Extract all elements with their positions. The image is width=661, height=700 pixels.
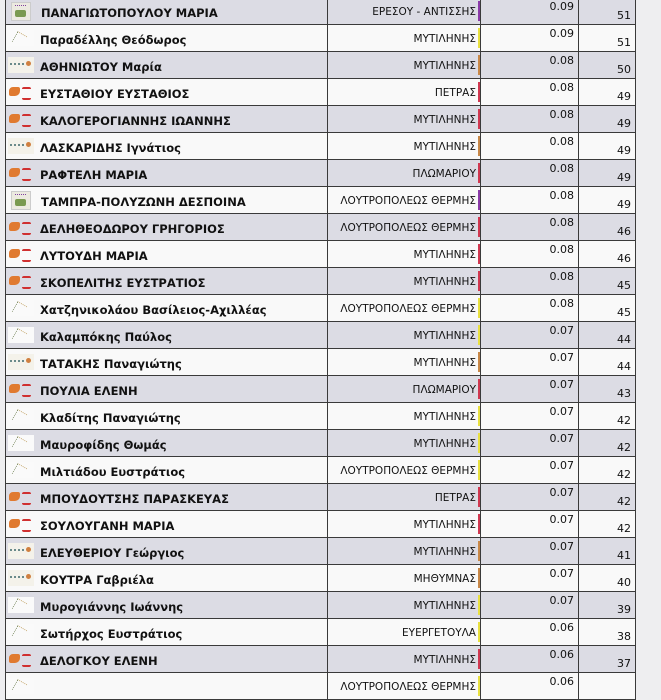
vote-share: 0.07 (481, 484, 579, 511)
party-logo-hand-icon (8, 219, 34, 235)
party-logo-text-icon (8, 543, 34, 559)
candidates-table (5, 0, 636, 700)
district-name: ΜΥΤΙΛΗΝΗΣ (413, 411, 476, 423)
district-cell (328, 0, 481, 25)
candidate-name[interactable]: ΕΥΣΤΑΘΙΟΥ ΕΥΣΤΑΘΙΟΣ (40, 87, 190, 101)
party-logo-dotted-icon (8, 30, 34, 46)
party-logo-dotted-icon (8, 624, 34, 640)
party-color-bar (478, 271, 480, 291)
party-logo-dotted-icon (8, 408, 34, 424)
party-logo-hand-icon (8, 516, 34, 532)
party-logo-text-icon (8, 138, 34, 154)
district-name: ΜΥΤΙΛΗΝΗΣ (413, 546, 476, 558)
district-name: ΠΕΤΡΑΣ (434, 87, 476, 99)
table-row (6, 52, 636, 79)
vote-share: 0.08 (481, 295, 579, 322)
name-cell (6, 25, 328, 52)
district-cell (328, 511, 481, 538)
table-row (6, 484, 636, 511)
table-row (6, 268, 636, 295)
name-cell (6, 430, 328, 457)
name-cell (6, 106, 328, 133)
party-color-bar (478, 1, 480, 21)
vote-count: 46 (579, 241, 636, 268)
candidate-name[interactable]: Μυρογιάννης Ιωάννης (40, 600, 184, 614)
district-name: ΕΡΕΣΟΥ - ΑΝΤΙΣΣΗΣ (372, 6, 476, 18)
party-color-bar (478, 190, 480, 210)
vote-share: 0.08 (481, 106, 579, 133)
candidate-name[interactable]: ΔΕΛΗΘΕΟΔΩΡΟΥ ΓΡΗΓΟΡΙΟΣ (40, 222, 225, 236)
district-name: ΜΥΤΙΛΗΝΗΣ (413, 141, 476, 153)
district-name: ΠΛΩΜΑΡΙΟΥ (412, 384, 476, 396)
candidate-name[interactable]: ΣΚΟΠΕΛΙΤΗΣ ΕΥΣΤΡΑΤΙΟΣ (40, 276, 206, 290)
district-cell (328, 187, 481, 214)
party-logo-purple-icon (11, 2, 31, 21)
vote-count: 50 (579, 52, 636, 79)
party-logo-text-icon (8, 570, 34, 586)
vote-count: 44 (579, 322, 636, 349)
party-color-bar (478, 487, 480, 507)
vote-share: 0.09 (481, 25, 579, 52)
candidate-name[interactable]: ΔΕΛΟΓΚΟΥ ΕΛΕΝΗ (40, 654, 158, 668)
name-cell (6, 646, 328, 673)
name-cell (6, 538, 328, 565)
table-row (6, 214, 636, 241)
vote-share: 0.06 (481, 673, 579, 700)
name-cell (6, 0, 328, 25)
table-row (6, 241, 636, 268)
party-logo-hand-icon (8, 489, 34, 505)
vote-share: 0.06 (481, 619, 579, 646)
party-color-bar (478, 298, 480, 318)
district-cell (328, 592, 481, 619)
party-color-bar (478, 514, 480, 534)
vote-share: 0.07 (481, 565, 579, 592)
district-cell (328, 322, 481, 349)
name-cell (6, 376, 328, 403)
candidate-name[interactable]: ΤΑΤΑΚΗΣ Παναγιώτης (40, 357, 182, 371)
table-row (6, 0, 636, 25)
vote-count: 49 (579, 79, 636, 106)
district-name: ΜΗΘΥΜΝΑΣ (413, 573, 476, 585)
party-color-bar (478, 541, 480, 561)
name-cell (6, 565, 328, 592)
party-color-bar (478, 379, 480, 399)
district-cell (328, 457, 481, 484)
candidate-name[interactable]: ΕΛΕΥΘΕΡΙΟΥ Γεώργιος (40, 546, 185, 560)
party-logo-dotted-icon (8, 327, 34, 343)
party-logo-text-icon (8, 57, 34, 73)
district-cell (328, 538, 481, 565)
table-row (6, 403, 636, 430)
district-cell (328, 376, 481, 403)
party-logo-hand-icon (8, 111, 34, 127)
vote-count: 51 (579, 0, 636, 25)
vote-share: 0.08 (481, 214, 579, 241)
district-cell (328, 52, 481, 79)
district-cell (328, 133, 481, 160)
name-cell (6, 484, 328, 511)
district-cell (328, 484, 481, 511)
district-cell (328, 241, 481, 268)
table-row (6, 25, 636, 52)
party-logo-hand-icon (8, 246, 34, 262)
district-cell (328, 214, 481, 241)
candidate-name[interactable]: ΣΟΥΛΟΥΓΑΝΗ ΜΑΡΙΑ (40, 519, 175, 533)
vote-count: 49 (579, 187, 636, 214)
table-row (6, 295, 636, 322)
name-cell (6, 322, 328, 349)
district-name: ΛΟΥΤΡΟΠΟΛΕΩΣ ΘΕΡΜΗΣ (340, 195, 476, 207)
district-name: ΜΥΤΙΛΗΝΗΣ (413, 249, 476, 261)
vote-share: 0.07 (481, 322, 579, 349)
party-color-bar (478, 109, 480, 129)
name-cell (6, 241, 328, 268)
name-cell (6, 133, 328, 160)
district-cell (328, 349, 481, 376)
district-cell (328, 79, 481, 106)
vote-share: 0.08 (481, 133, 579, 160)
vote-count: 42 (579, 457, 636, 484)
district-cell (328, 268, 481, 295)
party-color-bar (478, 406, 480, 426)
name-cell (6, 457, 328, 484)
party-logo-hand-icon (8, 273, 34, 289)
party-logo-hand-icon (8, 84, 34, 100)
candidate-name[interactable]: ΛΑΣΚΑΡΙΔΗΣ Ιγνάτιος (40, 141, 181, 155)
district-name: ΛΟΥΤΡΟΠΟΛΕΩΣ ΘΕΡΜΗΣ (340, 222, 476, 234)
table-row (6, 133, 636, 160)
vote-count: 46 (579, 214, 636, 241)
vote-share: 0.07 (481, 430, 579, 457)
district-name: ΛΟΥΤΡΟΠΟΛΕΩΣ ΘΕΡΜΗΣ (340, 681, 476, 693)
party-logo-dotted-icon (8, 300, 34, 316)
name-cell (6, 511, 328, 538)
party-logo-hand-icon (8, 651, 34, 667)
district-name: ΜΥΤΙΛΗΝΗΣ (413, 276, 476, 288)
party-color-bar (478, 595, 480, 615)
vote-share: 0.09 (481, 0, 579, 25)
table-row (6, 538, 636, 565)
name-cell (6, 673, 328, 700)
name-cell (6, 160, 328, 187)
vote-count: 42 (579, 484, 636, 511)
name-cell (6, 403, 328, 430)
name-cell (6, 592, 328, 619)
candidate-name[interactable]: ΑΘΗΝΙΩΤΟΥ Μαρία (40, 60, 162, 74)
vote-count: 45 (579, 295, 636, 322)
vote-count (579, 673, 636, 700)
candidate-name[interactable]: Κλαδίτης Παναγιώτης (40, 411, 181, 425)
district-name: ΜΥΤΙΛΗΝΗΣ (413, 600, 476, 612)
party-color-bar (478, 649, 480, 669)
vote-share: 0.07 (481, 349, 579, 376)
party-color-bar (478, 217, 480, 237)
district-name: ΠΛΩΜΑΡΙΟΥ (412, 168, 476, 180)
name-cell (6, 52, 328, 79)
name-cell (6, 295, 328, 322)
candidate-name[interactable]: ΚΟΥΤΡΑ Γαβριέλα (40, 573, 154, 587)
party-color-bar (478, 163, 480, 183)
vote-count: 43 (579, 376, 636, 403)
name-cell (6, 187, 328, 214)
vote-share: 0.08 (481, 187, 579, 214)
table-row (6, 592, 636, 619)
candidate-name[interactable]: Μιλτιάδου Ευστράτιος (40, 465, 186, 479)
name-cell (6, 79, 328, 106)
vote-count: 49 (579, 106, 636, 133)
party-logo-dotted-icon (8, 462, 34, 478)
party-color-bar (478, 460, 480, 480)
vote-share: 0.07 (481, 376, 579, 403)
district-cell (328, 403, 481, 430)
table-row (6, 160, 636, 187)
candidate-name[interactable]: ΤΑΜΠΡΑ-ΠΟΛΥΖΩΝΗ ΔΕΣΠΟΙΝΑ (41, 195, 246, 209)
name-cell (6, 619, 328, 646)
district-cell (328, 619, 481, 646)
district-cell (328, 565, 481, 592)
table-row (6, 565, 636, 592)
candidate-name[interactable]: ΠΟΥΛΙΑ ΕΛΕΝΗ (40, 384, 138, 398)
district-name: ΜΥΤΙΛΗΝΗΣ (413, 114, 476, 126)
candidate-name[interactable]: Καλαμπόκης Παύλος (40, 330, 172, 344)
table-row (6, 619, 636, 646)
vote-count: 41 (579, 538, 636, 565)
vote-count: 42 (579, 511, 636, 538)
party-logo-hand-icon (8, 165, 34, 181)
candidate-name[interactable]: Παραδέλλης Θεόδωρος (40, 33, 187, 47)
vote-count: 45 (579, 268, 636, 295)
vote-share: 0.08 (481, 79, 579, 106)
party-logo-hand-icon (8, 381, 34, 397)
candidate-name[interactable]: Χατζηνικολάου Βασίλειος-Αχιλλέας (40, 303, 267, 317)
district-name: ΛΟΥΤΡΟΠΟΛΕΩΣ ΘΕΡΜΗΣ (340, 303, 476, 315)
party-logo-text-icon (8, 354, 34, 370)
table-row (6, 673, 636, 700)
vote-share: 0.06 (481, 646, 579, 673)
candidates-table-body (6, 0, 636, 700)
party-color-bar (478, 28, 480, 48)
table-row (6, 106, 636, 133)
district-name: ΜΥΤΙΛΗΝΗΣ (413, 33, 476, 45)
vote-share: 0.07 (481, 403, 579, 430)
party-color-bar (478, 325, 480, 345)
vote-share: 0.07 (481, 457, 579, 484)
name-cell (6, 268, 328, 295)
party-color-bar (478, 622, 480, 642)
district-cell (328, 160, 481, 187)
table-row (6, 511, 636, 538)
vote-count: 42 (579, 430, 636, 457)
district-cell (328, 673, 481, 700)
district-name: ΜΥΤΙΛΗΝΗΣ (413, 330, 476, 342)
district-name: ΜΥΤΙΛΗΝΗΣ (413, 60, 476, 72)
candidate-name[interactable]: Σωτήρχος Ευστράτιος (40, 627, 183, 641)
district-cell (328, 430, 481, 457)
vote-count: 49 (579, 133, 636, 160)
vote-count: 38 (579, 619, 636, 646)
party-logo-dotted-icon (8, 597, 34, 613)
party-color-bar (478, 433, 480, 453)
vote-share: 0.08 (481, 52, 579, 79)
vote-share: 0.07 (481, 538, 579, 565)
table-row (6, 79, 636, 106)
party-color-bar (478, 244, 480, 264)
table-row (6, 322, 636, 349)
party-color-bar (478, 568, 480, 588)
district-name: ΛΟΥΤΡΟΠΟΛΕΩΣ ΘΕΡΜΗΣ (340, 465, 476, 477)
candidate-name[interactable]: ΠΑΝΑΓΙΩΤΟΠΟΥΛΟΥ ΜΑΡΙΑ (41, 6, 218, 20)
table-row (6, 457, 636, 484)
candidate-name[interactable]: ΜΠΟΥΔΟΥΤΣΗΣ ΠΑΡΑΣΚΕΥΑΣ (40, 492, 229, 506)
name-cell (6, 214, 328, 241)
district-cell (328, 646, 481, 673)
vote-count: 49 (579, 160, 636, 187)
district-name: ΕΥΕΡΓΕΤΟΥΛΑ (402, 627, 476, 639)
district-name: ΠΕΤΡΑΣ (434, 492, 476, 504)
vote-count: 44 (579, 349, 636, 376)
vote-count: 42 (579, 403, 636, 430)
vote-share: 0.08 (481, 160, 579, 187)
party-color-bar (478, 352, 480, 372)
district-cell (328, 295, 481, 322)
party-color-bar (478, 676, 480, 696)
vote-count: 37 (579, 646, 636, 673)
table-row (6, 376, 636, 403)
table-row (6, 430, 636, 457)
name-cell (6, 349, 328, 376)
candidate-name[interactable]: Μαυροφίδης Θωμάς (40, 438, 167, 452)
vote-share: 0.07 (481, 511, 579, 538)
table-row (6, 646, 636, 673)
vote-share: 0.08 (481, 268, 579, 295)
district-name: ΜΥΤΙΛΗΝΗΣ (413, 519, 476, 531)
vote-count: 39 (579, 592, 636, 619)
party-logo-dotted-icon (8, 435, 34, 451)
district-cell (328, 25, 481, 52)
district-name: ΜΥΤΙΛΗΝΗΣ (413, 654, 476, 666)
table-row (6, 187, 636, 214)
vote-share: 0.07 (481, 592, 579, 619)
candidate-name[interactable]: ΚΑΛΟΓΕΡΟΓΙΑΝΝΗΣ ΙΩΑΝΝΗΣ (40, 114, 231, 128)
party-color-bar (478, 55, 480, 75)
district-cell (328, 106, 481, 133)
vote-share: 0.08 (481, 241, 579, 268)
vote-count: 40 (579, 565, 636, 592)
district-name: ΜΥΤΙΛΗΝΗΣ (413, 438, 476, 450)
table-row (6, 349, 636, 376)
candidate-name[interactable]: ΡΑΦΤΕΛΗ ΜΑΡΙΑ (40, 168, 148, 182)
candidate-name[interactable]: ΛΥΤΟΥΔΗ ΜΑΡΙΑ (40, 249, 148, 263)
vote-count: 51 (579, 25, 636, 52)
party-logo-purple-icon (11, 191, 31, 210)
party-color-bar (478, 82, 480, 102)
party-logo-dotted-icon (8, 678, 34, 694)
party-color-bar (478, 136, 480, 156)
district-name: ΜΥΤΙΛΗΝΗΣ (413, 357, 476, 369)
